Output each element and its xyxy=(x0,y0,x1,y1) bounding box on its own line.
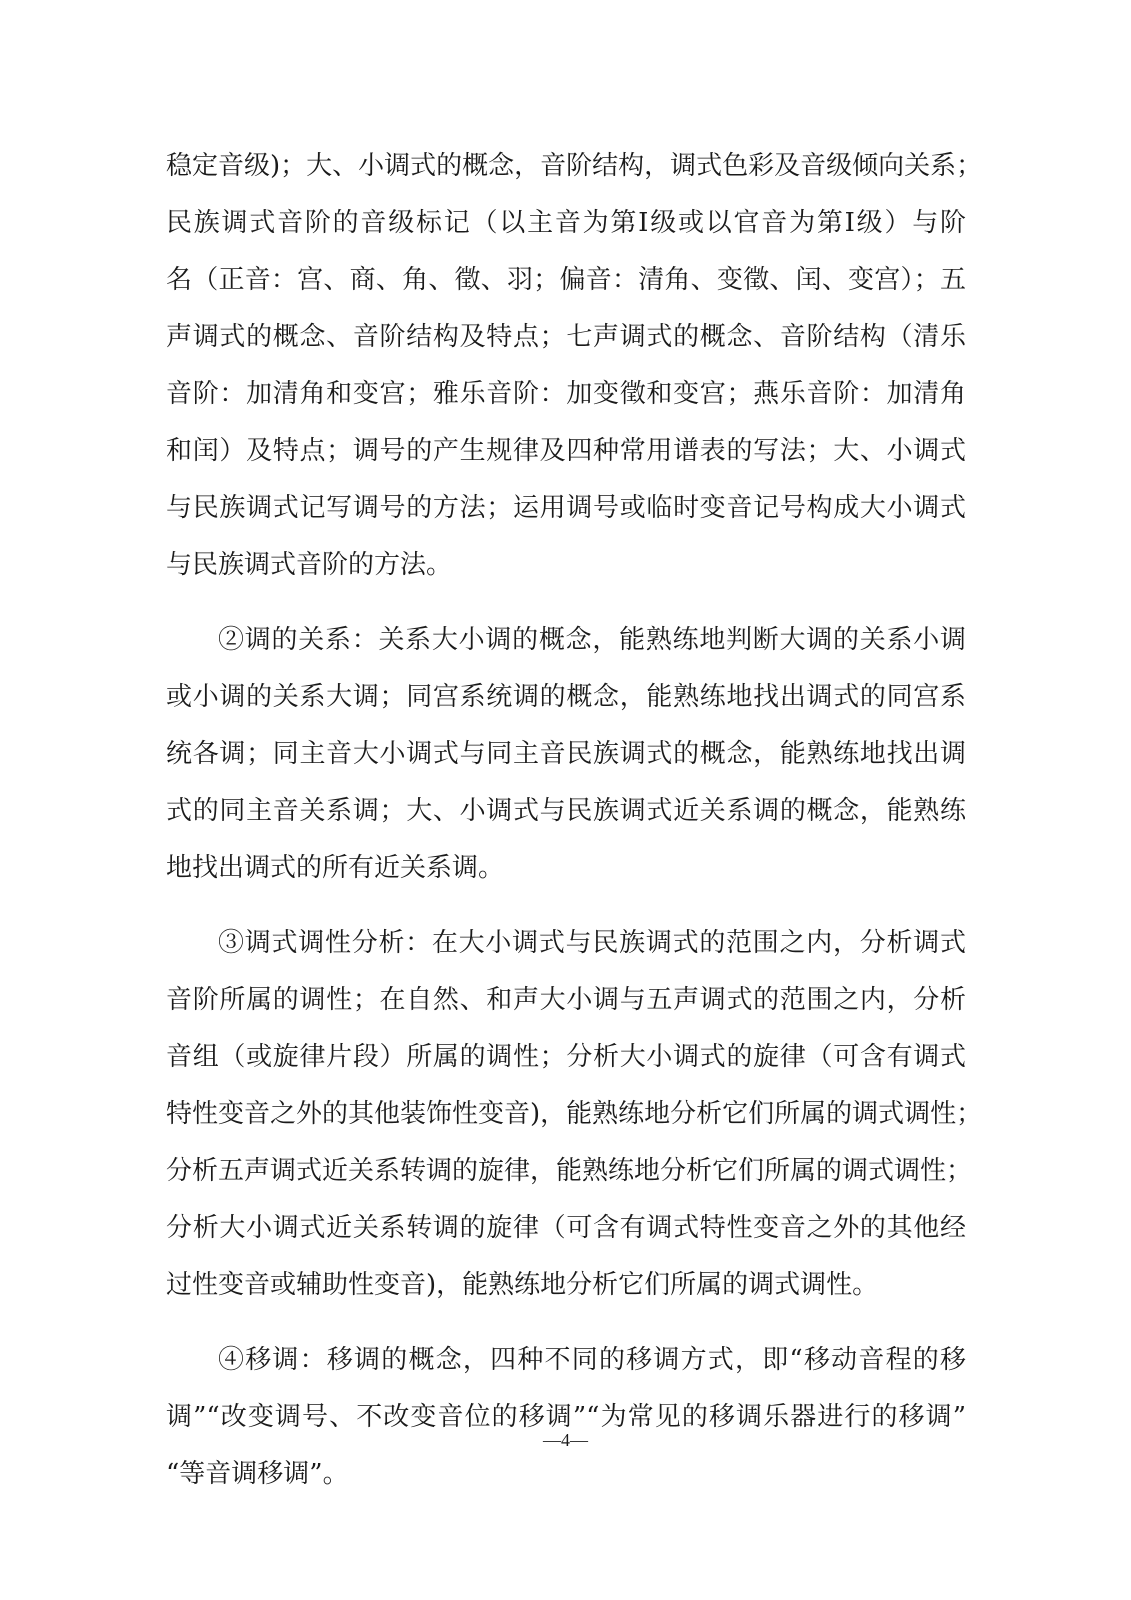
text-line: ②调的关系：关系大小调的概念，能熟练地判断大调的关系小调 xyxy=(218,625,966,655)
text-line: 稳定音级)；大、小调式的概念，音阶结构，调式色彩及音级倾向关系； xyxy=(166,151,983,181)
paragraph-scales-continued xyxy=(166,138,983,594)
text-line: “等音调移调”。 xyxy=(166,1459,349,1489)
text-line: 声调式的概念、音阶结构及特点；七声调式的概念、音阶结构（清乐 xyxy=(166,322,966,352)
paragraph-key-relations xyxy=(166,612,966,897)
text-line: 过性变音或辅助性变音)，能熟练地分析它们所属的调式调性。 xyxy=(166,1270,879,1300)
text-line: 统各调；同主音大小调式与同主音民族调式的概念，能熟练地找出调 xyxy=(166,739,966,769)
text-line: 调”“改变调号、不改变音位的移调”“为常见的移调乐器进行的移调” xyxy=(166,1402,966,1432)
text-line: 式的同主音关系调；大、小调式与民族调式近关系调的概念，能熟练 xyxy=(166,796,966,826)
paragraph-tonality-analysis xyxy=(166,915,983,1314)
text-line: 分析大小调式近关系转调的旋律（可含有调式特性变音之外的其他经 xyxy=(166,1213,966,1243)
text-line: 特性变音之外的其他装饰性变音)，能熟练地分析它们所属的调式调性； xyxy=(166,1099,983,1129)
text-line: 与民族调式记写调号的方法；运用调号或临时变音记号构成大小调式 xyxy=(166,493,966,523)
text-line: 音阶：加清角和变宫；雅乐音阶：加变徵和变宫；燕乐音阶：加清角 xyxy=(166,379,966,409)
text-line: ③调式调性分析：在大小调式与民族调式的范围之内，分析调式 xyxy=(218,928,966,958)
text-line: 和闰）及特点；调号的产生规律及四种常用谱表的写法；大、小调式 xyxy=(166,436,966,466)
text-line: 与民族调式音阶的方法。 xyxy=(166,550,453,580)
paragraph-transposition xyxy=(166,1332,966,1503)
text-line: ④移调：移调的概念，四种不同的移调方式，即“移动音程的移 xyxy=(218,1345,966,1375)
text-line: 音阶所属的调性；在自然、和声大小调与五声调式的范围之内，分析 xyxy=(166,985,966,1015)
text-line: 或小调的关系大调；同宫系统调的概念，能熟练地找出调式的同宫系 xyxy=(166,682,966,712)
text-line: 民族调式音阶的音级标记（以主音为第Ⅰ级或以官音为第Ⅰ级）与阶 xyxy=(166,208,966,238)
page-number: —4— xyxy=(543,1430,588,1450)
text-line: 名（正音：宫、商、角、徵、羽；偏音：清角、变徵、闰、变宫）；五 xyxy=(166,265,966,295)
text-line: 地找出调式的所有近关系调。 xyxy=(166,853,505,883)
text-line: 分析五声调式近关系转调的旋律，能熟练地分析它们所属的调式调性； xyxy=(166,1156,973,1186)
document-body xyxy=(166,138,983,1503)
text-line: 音组（或旋律片段）所属的调性；分析大小调式的旋律（可含有调式 xyxy=(166,1042,966,1072)
